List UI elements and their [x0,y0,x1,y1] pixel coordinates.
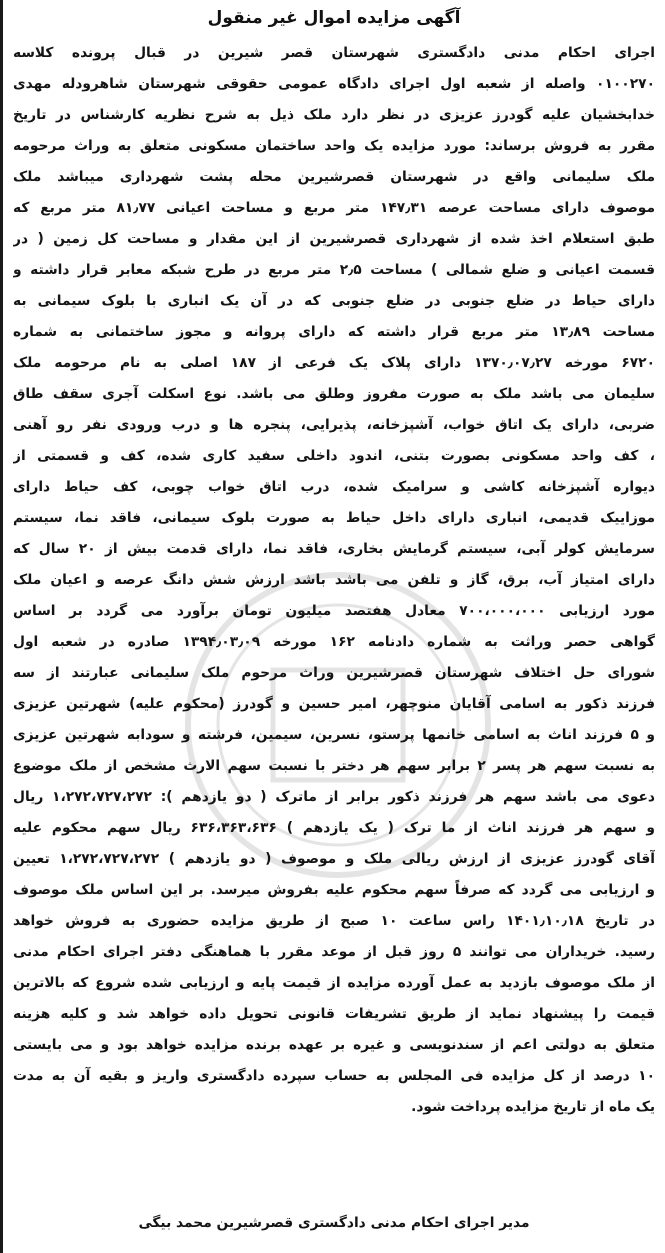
notice-line: مقرر به فروش برساند: مورد مزایده یک واحد ساختمان مسکونی متعلق به وراث مرحومه [13,138,655,154]
notice-line: ، کف واحد مسکونی بصورت بتنی، اندود داخلی سفید کاری شده، کف و قسمتی از [13,448,655,464]
notice-line: از ملک موصوف بازدید به عمل آورده مزایده از قیمت پایه و ارزیابی شده شروع که بالاترین [13,975,655,991]
notice-line: آقای گودرز عزیزی از ارزش ریالی ملک و موصوف ( دو یازدهم ) ۱،۲۷۲،۷۲۷،۲۷۲ تعیین [13,851,655,867]
notice-body [13,38,655,1123]
notice-line: دارای امتیاز آب، برق، گاز و تلفن می باشد باشد ارزش شش دانگ عرصه و اعیان ملک [13,572,655,588]
notice-line: در تاریخ ۱۴۰۱٫۱۰٫۱۸ راس ساعت ۱۰ صبح از طریق مزایده حضوری به فروش خواهد [13,913,655,929]
notice-line: دارای حیاط در ضلع جنوبی در ضلع جنوبی که در آن یک انباری با بلوک سیمانی به [13,293,655,309]
notice-line: ضربی، دارای یک اتاق خواب، آشپزخانه، پذیرایی، پنجره ها و درب ورودی نفر رو آهنی [13,417,655,433]
notice-line: سرمایش کولر آبی، سیستم گرمایش بخاری، فاقد نما، دارای قدمت بیش از ۲۰ سال که [13,541,655,557]
notice-line: موزاییک قدیمی، انباری دارای داخل حیاط به صورت بلوک سیمانی، فاقد نما، سیستم [13,510,655,526]
notice-line: رسید. خریداران می توانند ۵ روز قبل از موعد مقرر با هماهنگی دفتر اجرای احکام مدنی [13,944,655,960]
notice-line: دیواره آشپزخانه کاشی و سرامیک شده، درب اتاق خواب چوبی، کف حیاط دارای [13,479,655,495]
notice-line: گواهی حصر وراثت به شماره دادنامه ۱۶۲ مورخه ۱۳۹۴٫۰۳٫۰۹ صادره در شعبه اول [13,634,655,650]
notice-line: طبق استعلام اخذ شده از شهرداری قصرشیرین از این مقدار و مساحت کل زمین ( در [13,231,655,247]
notice-line: و سهم هر فرزند اناث از ما ترک ( یک یازدهم ) ۶۳۶،۳۶۳،۶۳۶ ریال سهم محکوم علیه [13,820,655,836]
notice-line: مساحت ۱۳٫۸۹ متر مربع قرار داشته که دارای پروانه و مجوز ساختمانی به شماره [13,324,655,340]
notice-line: قیمت را پیشنهاد نماید از طریق تشریفات قانونی تحویل داده خواهد شد و کلیه هزینه [13,1006,655,1022]
notice-line: یک ماه از تاریخ مزایده پرداخت شود. [411,1099,655,1115]
notice-line: خدابخشیان علیه گودرز عزیزی در نظر دارد ملک ذیل به شرح نظریه کارشناس در تاریخ [13,107,655,123]
notice-line: ۶۷۲۰ مورخه ۱۳۷۰٫۰۷٫۲۷ دارای پلاک یک فرعی از ۱۸۷ اصلی به نام مرحومه ملک [13,355,655,371]
notice-line: و ۵ فرزند اناث به اسامی خانمها پرستو، نسرین، سیمین، فرشته و سودابه شهرتین عزیزی [13,727,655,743]
notice-line: قسمت اعیانی و ضلع شمالی ) مساحت ۲٫۵ متر مربع در طرح شبکه معابر قرار داشته و [13,262,655,278]
notice-line: فرزند ذکور به اسامی آقایان منوچهر، امیر حسین و گودرز (محکوم علیه) شهرتین عزیزی [13,696,655,712]
notice-line: شورای حل اختلاف شهرستان قصرشیرین وراث مرحوم ملک سلیمانی عبارتند از سه [13,665,655,681]
notice-line: و ارزیابی می گردد که صرفاً سهم محکوم علیه بفروش میرسد. بر این اساس ملک موصوف [13,882,655,898]
notice-line: به نسبت سهم هر پسر ۲ برابر سهم هر دختر با نسبت سهم الارث مشخص از ملک موضوع [13,758,655,774]
notice-line: دعوی می باشد سهم هر فرزند ذکور برابر از ماترک ( دو یازدهم ): ۱،۲۷۲،۷۲۷،۲۷۲ ریال [13,789,655,805]
notice-signature: مدیر اجرای احکام مدنی دادگستری قصرشیرین محمد بیگی [138,1215,530,1231]
notice-line: ۱۰ درصد از کل مزایده فی المجلس به حساب سپرده دادگستری واریز و بقیه آن به مدت [13,1068,655,1084]
notice-line: ۰۱۰۰۲۷۰ واصله از شعبه اول اجرای دادگاه عمومی حقوقی شهرستان شاهرودله مهدی [13,76,655,92]
notice-line: اجرای احکام مدنی دادگستری شهرستان قصر شیرین در قبال پرونده کلاسه [13,45,655,61]
notice-line: مورد ارزیابی ۷۰۰،۰۰۰،۰۰۰ معادل هفتصد میلیون تومان برآورد می گردد بر اساس [13,603,655,619]
notice-line: موصوف دارای مساحت عرصه ۱۴۷٫۳۱ متر مربع و مساحت اعیانی ۸۱٫۷۷ متر مربع که [13,200,655,216]
notice-line: سلیمان می باشد ملک به صورت مفروز وطلق می باشد. نوع اسکلت آجری سقف طاق [13,386,655,402]
notice-line: متعلق به دولتی اعم از سندنویسی و غیره بر عهده برنده مزایده خواهد بود و می بایستی [13,1037,655,1053]
notice-title: آگهی مزایده اموال غیر منقول [207,8,461,28]
notice-line: ملک سلیمانی واقع در شهرستان قصرشیرین محله پشت شهرداری میباشد ملک [13,169,655,185]
